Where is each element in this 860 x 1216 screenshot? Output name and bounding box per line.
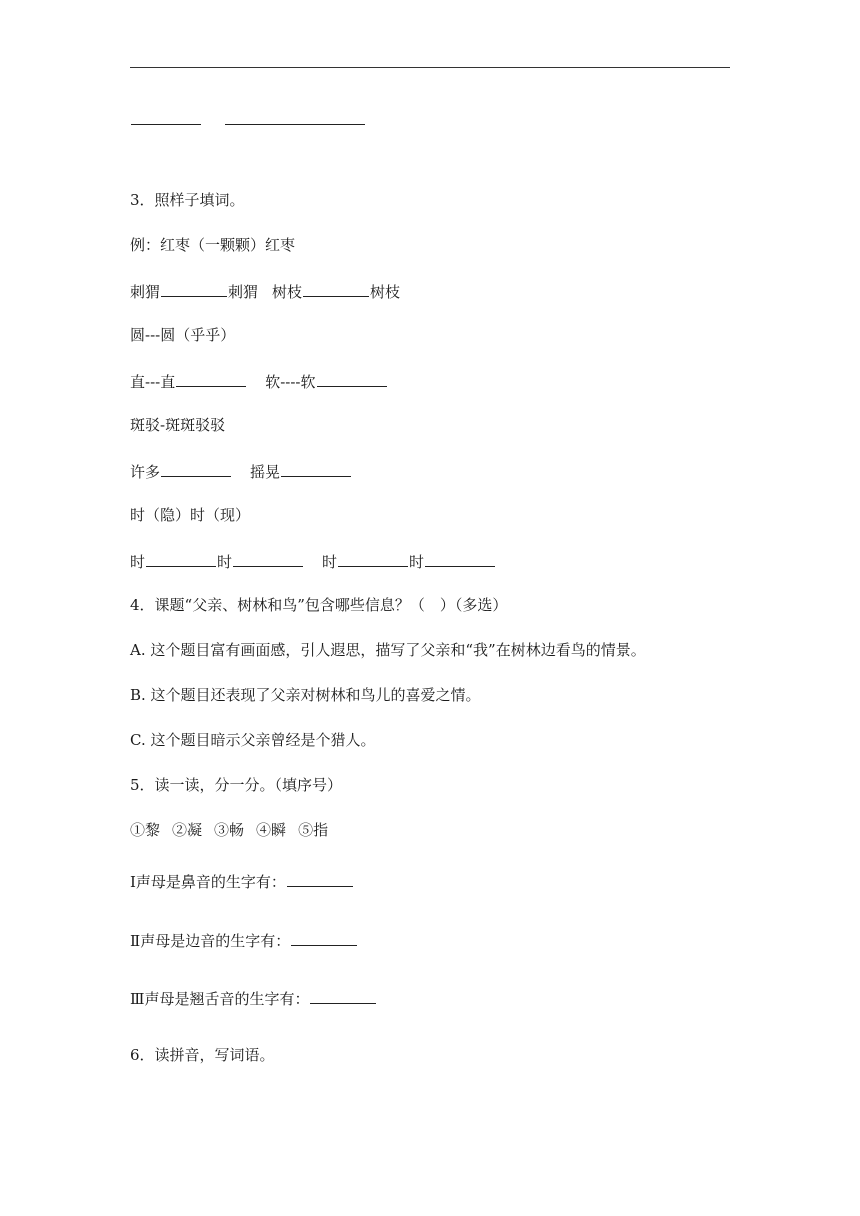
- q4-option-a[interactable]: A. 这个题目富有画面感，引人遐思，描写了父亲和“我”在树林边看鸟的情景。: [130, 641, 646, 659]
- q4-option-b[interactable]: B. 这个题目还表现了父亲对树林和鸟儿的喜爱之情。: [130, 686, 481, 704]
- char-item: ⑤指: [298, 821, 329, 839]
- word: 时: [217, 553, 233, 571]
- q3-model2: 圆---圆（乎乎）: [130, 326, 236, 344]
- word: 树枝: [370, 283, 401, 301]
- item-label: Ⅲ声母是翘舌音的生字有：: [130, 990, 310, 1008]
- answer-blank[interactable]: [131, 108, 201, 125]
- word: 时: [322, 553, 338, 571]
- q5-item3: [130, 987, 377, 1009]
- word: 时: [130, 553, 146, 571]
- answer-blank[interactable]: [338, 550, 408, 567]
- q3-row2: [130, 370, 388, 392]
- q4-option-c[interactable]: C. 这个题目暗示父亲曾经是个猎人。: [130, 731, 376, 749]
- word: 刺猬: [130, 283, 161, 301]
- char-item: ①黎: [130, 821, 161, 839]
- answer-blank[interactable]: [310, 987, 376, 1004]
- answer-blank[interactable]: [176, 370, 246, 387]
- word: 时: [409, 553, 425, 571]
- item-label: Ⅱ声母是边音的生字有：: [130, 932, 291, 950]
- q3-model3: 斑驳-斑斑驳驳: [130, 416, 226, 434]
- char-item: ③畅: [214, 821, 245, 839]
- q5-chars: [130, 820, 328, 840]
- q3-model4: 时（隐）时（现）: [130, 506, 251, 524]
- q3-row1: [130, 280, 400, 302]
- item-label: Ⅰ声母是鼻音的生字有：: [130, 873, 286, 891]
- word: 软----软: [265, 373, 316, 391]
- answer-rule-top: [130, 67, 730, 68]
- q3-example: 例：红枣（一颗颗）红枣: [130, 236, 296, 254]
- answer-blanks-top: [130, 108, 366, 130]
- q5-item2: [130, 929, 358, 951]
- answer-blank[interactable]: [146, 550, 216, 567]
- q4-title: 4．课题“父亲、树林和鸟”包含哪些信息？（ ）（多选）: [130, 596, 508, 614]
- word: 许多: [130, 463, 161, 481]
- answer-blank[interactable]: [291, 929, 357, 946]
- q3-row3: [130, 460, 352, 482]
- answer-blank[interactable]: [161, 460, 231, 477]
- q5-item1: [130, 870, 354, 892]
- word: 摇晃: [250, 463, 281, 481]
- q5-title: 5．读一读，分一分。（填序号）: [130, 776, 343, 794]
- word: 直---直: [130, 373, 176, 391]
- answer-blank[interactable]: [303, 280, 369, 297]
- answer-blank[interactable]: [281, 460, 351, 477]
- answer-blank[interactable]: [287, 870, 353, 887]
- char-item: ②凝: [172, 821, 203, 839]
- word: 刺猬: [228, 283, 259, 301]
- word: 树枝: [272, 283, 303, 301]
- q3-row4: [130, 550, 496, 572]
- answer-blank[interactable]: [425, 550, 495, 567]
- answer-blank[interactable]: [233, 550, 303, 567]
- q6-title: 6．读拼音，写词语。: [130, 1046, 275, 1064]
- answer-blank[interactable]: [161, 280, 227, 297]
- char-item: ④瞬: [256, 821, 287, 839]
- q3-title: 3．照样子填词。: [130, 191, 245, 209]
- answer-blank[interactable]: [225, 108, 365, 125]
- answer-blank[interactable]: [317, 370, 387, 387]
